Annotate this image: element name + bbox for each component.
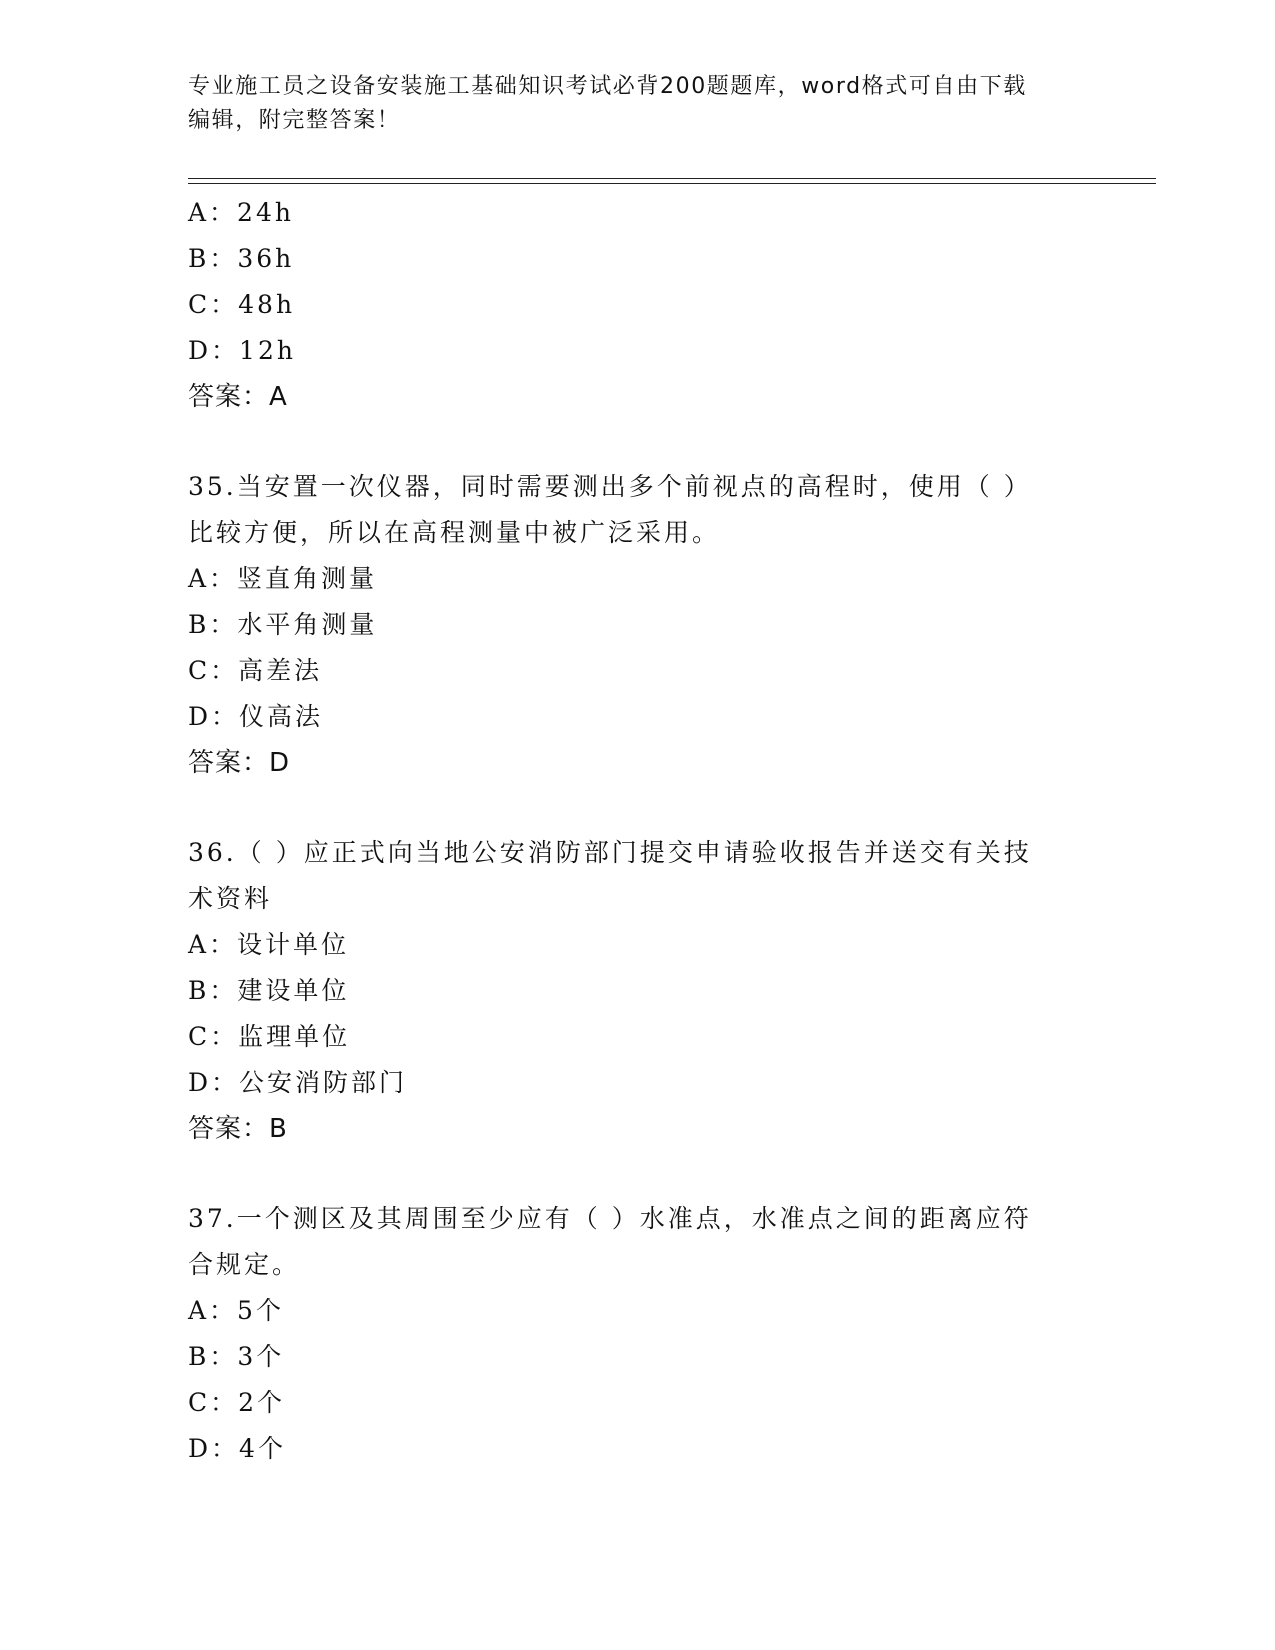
question-spacer xyxy=(188,1152,1088,1196)
answer-label: 答案：A xyxy=(188,382,288,412)
option-b: B：36h xyxy=(188,244,295,273)
question-spacer xyxy=(188,420,1088,464)
question-list xyxy=(188,190,1088,1472)
question-stem-line-2: 术资料 xyxy=(188,884,273,913)
question-stem-line-1: 36.（ ）应正式向当地公安消防部门提交申请验收报告并送交有关技 xyxy=(188,838,1032,867)
option-d: D：仪高法 xyxy=(188,702,324,731)
question-35 xyxy=(188,464,1088,786)
header-title-line-2: 编辑，附完整答案！ xyxy=(188,108,401,133)
option-d: D：12h xyxy=(188,336,296,365)
question-stem-line-1: 35.当安置一次仪器，同时需要测出多个前视点的高程时，使用（ ） xyxy=(188,472,1032,501)
option-d: D：4个 xyxy=(188,1434,286,1463)
option-c: C：高差法 xyxy=(188,656,323,685)
question-stem-line-2: 比较方便，所以在高程测量中被广泛采用。 xyxy=(188,518,721,547)
answer-label: 答案：B xyxy=(188,1114,288,1144)
option-b: B：水平角测量 xyxy=(188,610,378,639)
question-34 xyxy=(188,190,1088,420)
question-37 xyxy=(188,1196,1088,1472)
option-a: A：24h xyxy=(188,198,294,227)
question-spacer xyxy=(188,786,1088,830)
header-divider-top xyxy=(188,178,1156,179)
header-divider-bottom xyxy=(188,183,1156,184)
option-d: D：公安消防部门 xyxy=(188,1068,408,1097)
option-c: C：监理单位 xyxy=(188,1022,351,1051)
answer-label: 答案：D xyxy=(188,748,291,778)
question-stem-line-2: 合规定。 xyxy=(188,1250,301,1279)
header-title-line-1: 专业施工员之设备安装施工基础知识考试必背200题题库，word格式可自由下载 xyxy=(188,74,1027,99)
option-a: A：竖直角测量 xyxy=(188,564,378,593)
option-b: B：3个 xyxy=(188,1342,285,1371)
question-36 xyxy=(188,830,1088,1152)
option-a: A：5个 xyxy=(188,1296,284,1325)
option-b: B：建设单位 xyxy=(188,976,350,1005)
question-stem-line-1: 37.一个测区及其周围至少应有（ ）水准点，水准点之间的距离应符 xyxy=(188,1204,1032,1233)
document-header xyxy=(188,70,1088,138)
option-c: C：2个 xyxy=(188,1388,286,1417)
option-a: A：设计单位 xyxy=(188,930,350,959)
option-c: C：48h xyxy=(188,290,296,319)
